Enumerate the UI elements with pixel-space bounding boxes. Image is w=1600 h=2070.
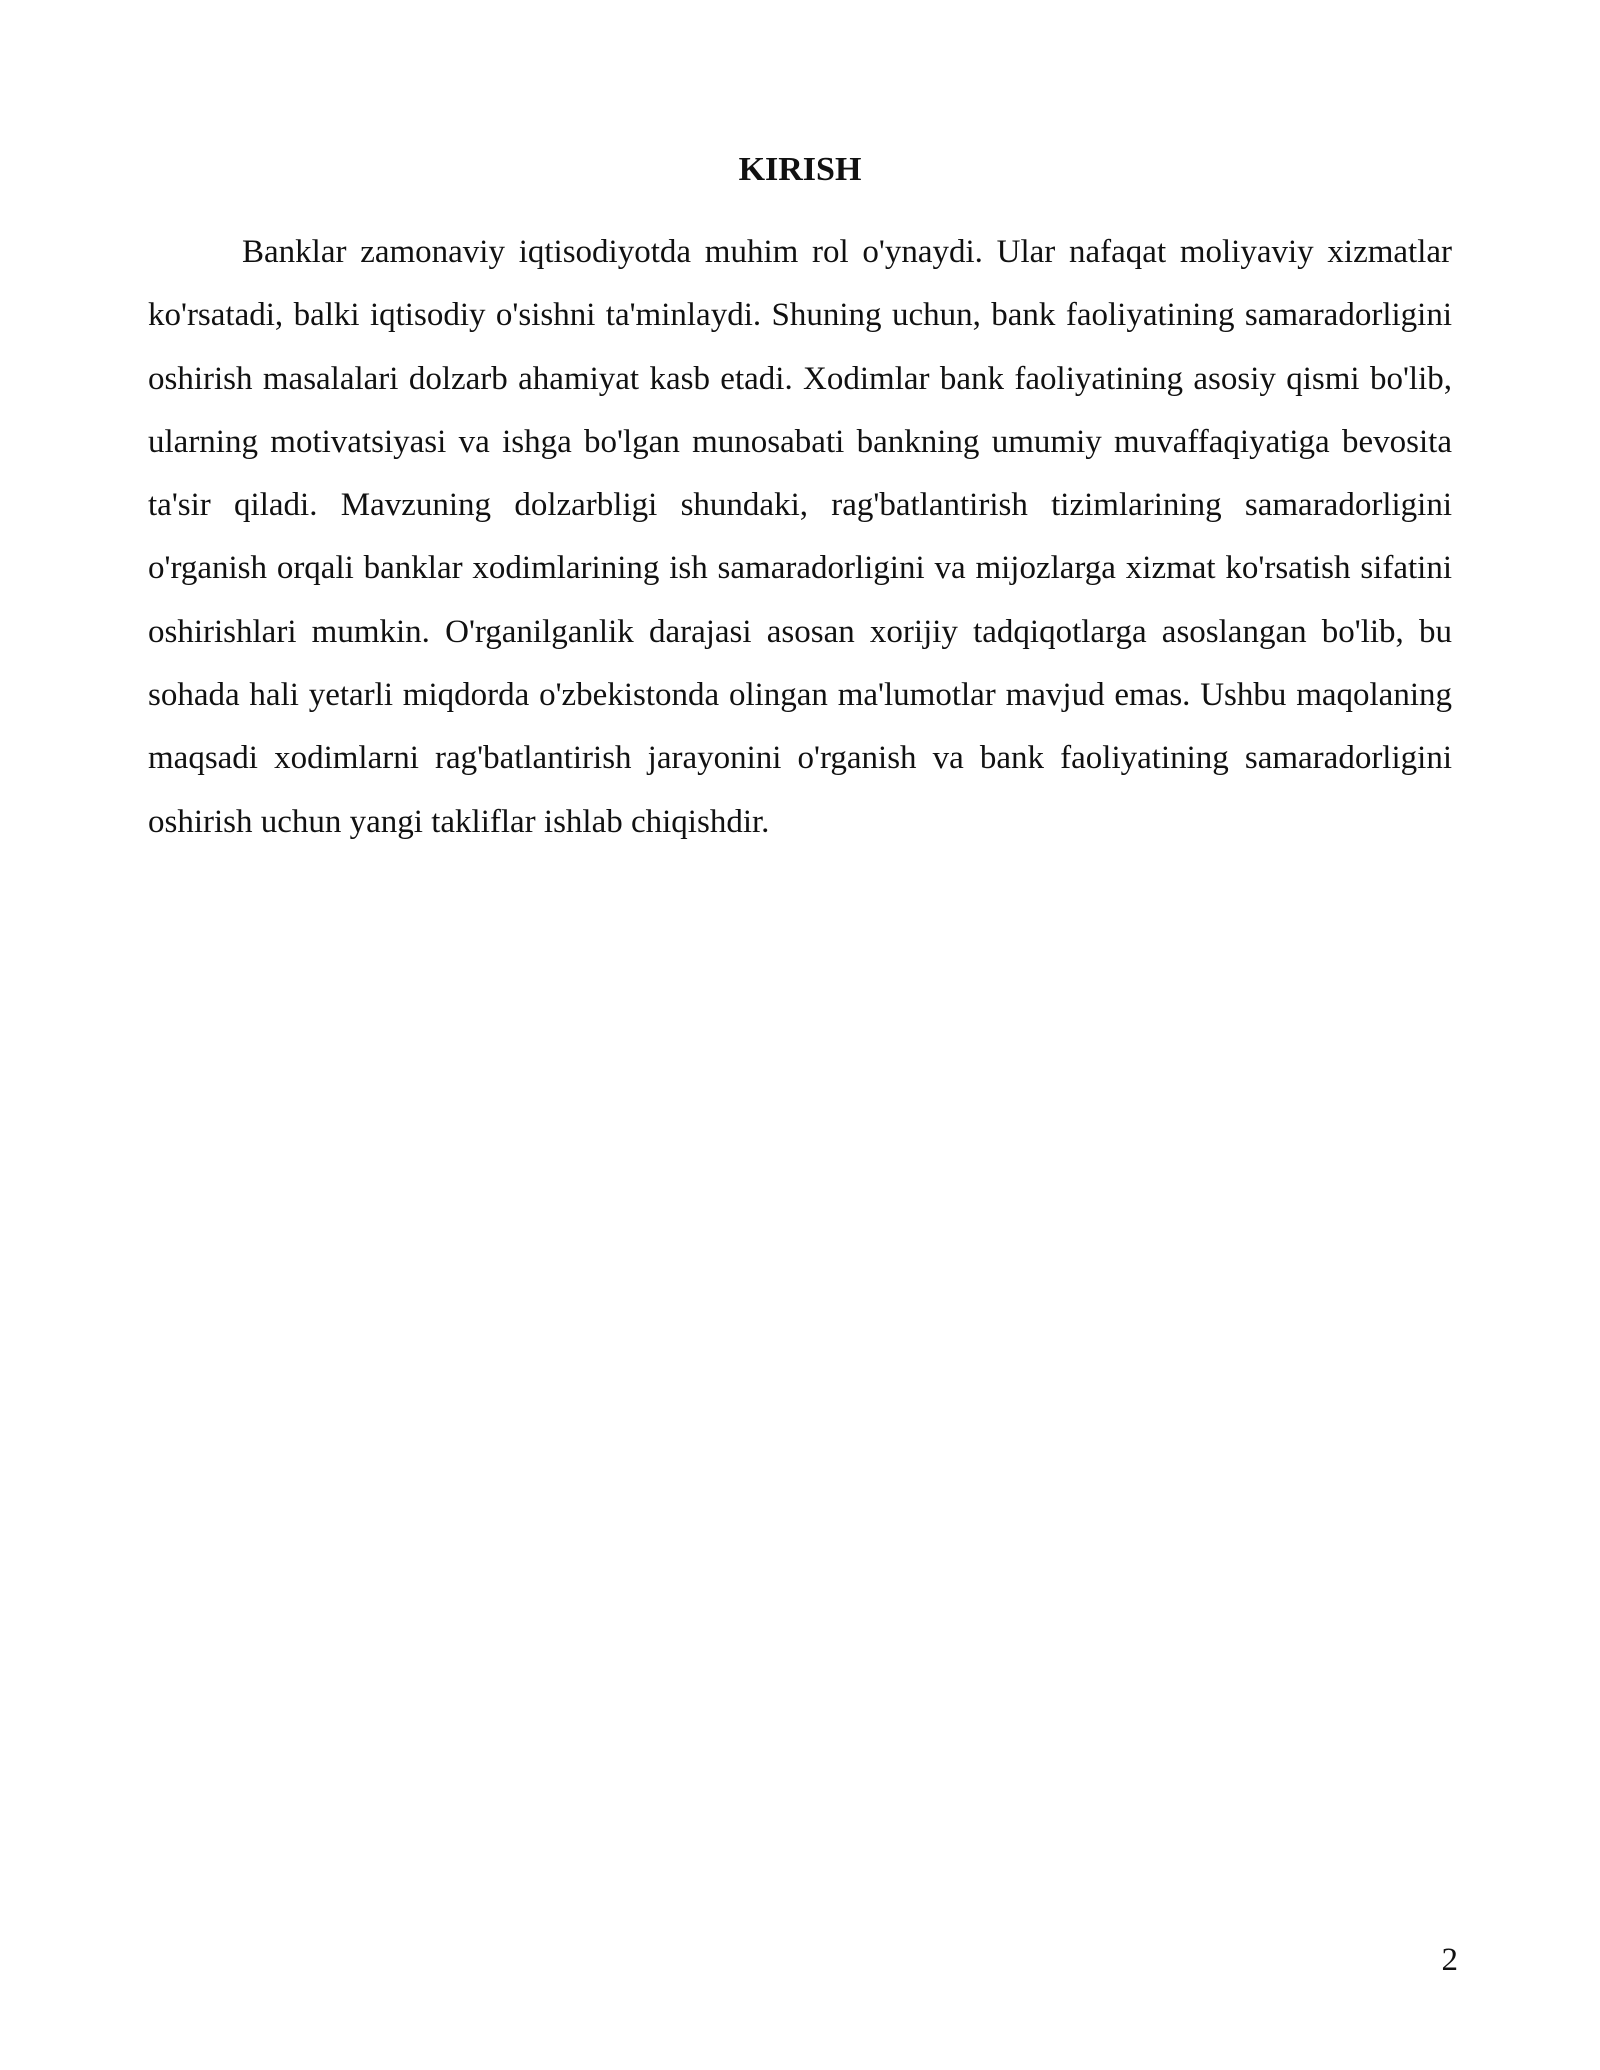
body-paragraph: Banklar zamonaviy iqtisodiyotda muhim rol o'ynaydi. Ular nafaqat moliyaviy xizmatlar ko'rsatadi, balki iqtisodiy o'sishni ta'minlaydi. Shuning uchun, bank faoliyatining samaradorligini oshirish masalalari dolzarb ahamiyat kasb etadi. Xodimlar bank faoliyatining asosiy qismi bo'lib, ularning motivatsiyasi va ishga bo'lgan munosabati bankning umumiy muvaffaqiyatiga bevosita ta'sir qiladi. Mavzuning dolzarbligi shundaki, rag'batlantirish tizimlarining samaradorligini o'rganish orqali banklar xodimlarining ish samaradorligini va mijozlarga xizmat ko'rsatish sifatini oshirishlari mumkin. O'rganilganlik darajasi asosan xorijiy tadqiqotlarga asoslangan bo'lib, bu sohada hali yetarli miqdorda o'zbekistonda olingan ma'lumotlar mavjud emas. Ushbu maqolaning maqsadi xodimlarni rag'batlantirish jarayonini o'rganish va bank faoliyatining samaradorligini oshirish uchun yangi takliflar ishlab chiqishdir. <box>148 234 1452 840</box>
section-heading: KIRISH <box>738 151 862 188</box>
page-number: 2 <box>1441 1942 1458 1978</box>
